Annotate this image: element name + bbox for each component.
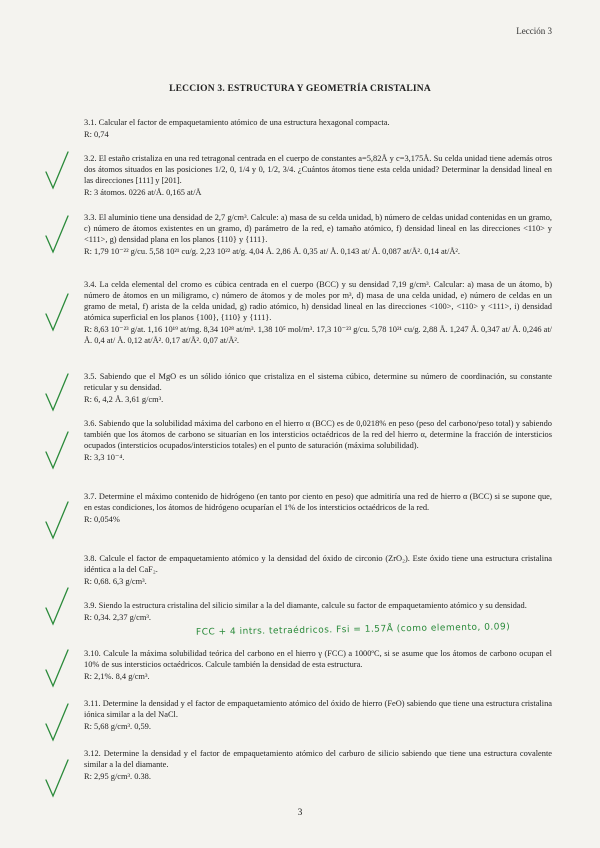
- problem-3-2: [84, 153, 552, 198]
- problem-3-3: [84, 212, 552, 257]
- problem-3-6: [84, 418, 552, 463]
- problem-question: [84, 491, 552, 513]
- checkmark-icon: [44, 290, 70, 334]
- lesson-header: Lección 3: [516, 26, 552, 36]
- checkmark-icon: [44, 648, 70, 692]
- problem-answer: R: 8,63 10⁻²³ g/at. 1,16 10¹⁹ at/mg. 8,34 10²⁸ at/m³. 1,38 10⁵ mol/m³. 17,3 10⁻²³ g/cu. 5,78 10²¹ cu/g. 2,88 Å. 1,247 Å. 0,347 at/ Å. 0,246 at/ Å. 0,4 at/ Å. 0,12 at/Å². 0,17 at/Å². 0,07 at/Å².: [84, 325, 552, 345]
- problem-3-12: [84, 748, 552, 782]
- problem-number: 3.11.: [84, 699, 101, 708]
- problem-answer: R: 0,054%: [84, 515, 120, 524]
- problem-answer: R: 2,95 g/cm³. 0.38.: [84, 772, 151, 781]
- page-number: 3: [297, 808, 303, 818]
- question-text: La celda elemental del cromo es cúbica centrada en el cuerpo (BCC) y su densidad 7,19 g/cm³. Calcular: a) masa de un átomo, b) número de átomos en un miligramo, c) número de átomos y de moles por m³, d) masa de una celda unidad, e) número de celdas en un gramo de metal, f) arista de la celda unidad, g) radio atómico, h) densidad lineal en las direcciones <100>, <110> y <111>, i) densidad atómica superficial en los planos {100}, {110} y {111}.: [84, 280, 552, 322]
- problem-question: [84, 117, 552, 128]
- page-title: LECCION 3. ESTRUCTURA Y GEOMETRÍA CRISTALINA: [169, 84, 431, 94]
- problem-answer: R: 0,34. 2,37 g/cm³.: [84, 613, 151, 622]
- problem-answer: R: 0,74: [84, 130, 109, 139]
- question-text: Siendo la estructura cristalina del silicio similar a la del diamante, calcule su factor de empaquetamiento atómico y su densidad.: [98, 601, 527, 610]
- checkmark-icon: [44, 150, 70, 194]
- handwritten-note: FCC + 4 intrs. tetraédricos. Fsi = 1.57Å (como elemento, 0.09): [195, 622, 511, 638]
- problem-3-10: [84, 648, 552, 682]
- checkmark-icon: [44, 212, 70, 256]
- problem-question: [84, 371, 552, 393]
- problem-number: 3.9.: [84, 601, 97, 610]
- problem-question: [84, 600, 552, 611]
- checkmark-icon: [44, 430, 70, 474]
- question-text: Calcular el factor de empaquetamiento atómico de una estructura hexagonal compacta.: [98, 118, 390, 127]
- problem-answer: R: 3,3 10⁻⁴.: [84, 453, 125, 462]
- question-text: Calcule la máxima solubilidad teórica del carbono en el hierro γ (FCC) a 1000ºC, si se asume que los átomos de carbono ocupan el 10% de sus intersticios octaédricos. Calcule también la densidad de esta estructura.: [84, 649, 553, 669]
- problem-3-9: [84, 600, 552, 623]
- question-text: Sabiendo que el MgO es un sólido iónico que cristaliza en el sistema cúbico, determine su número de coordinación, su constante reticular y su densidad.: [84, 372, 552, 392]
- problem-number: 3.8.: [84, 554, 97, 563]
- problem-answer: R: 3 átomos. 0226 at/Å. 0,165 at/Å: [84, 188, 202, 197]
- question-text: Determine la densidad y el factor de empaquetamiento atómico del carburo de silicio sabiendo que tiene una estructura covalente similar a la del diamante.: [84, 749, 552, 769]
- checkmark-icon: [44, 702, 70, 746]
- problem-number: 3.5.: [84, 372, 97, 381]
- problem-question: [84, 153, 552, 186]
- problem-3-1: [84, 117, 552, 140]
- problem-number: 3.2.: [84, 154, 97, 163]
- question-text: Determine el máximo contenido de hidrógeno (en tanto por ciento en peso) que admitiría una red de hierro α (BCC) si se supone que, en estas condiciones, los átomos de hidrógeno ocuparían el 1% de los intersticios octaédricos de la red.: [84, 492, 552, 512]
- problem-question: [84, 698, 552, 720]
- problem-3-4: [84, 279, 552, 346]
- problem-question: [84, 279, 552, 323]
- checkmark-icon: [44, 586, 70, 630]
- problem-number: 3.4.: [84, 280, 97, 289]
- checkmark-icon: [44, 500, 70, 544]
- problem-number: 3.10.: [84, 649, 101, 658]
- problem-question: [84, 553, 552, 575]
- problem-question: [84, 418, 552, 451]
- problem-question: [84, 648, 552, 670]
- checkmark-icon: [44, 372, 70, 416]
- problem-number: 3.12.: [84, 749, 101, 758]
- checkmark-icon: [44, 758, 70, 802]
- question-text: Calcule el factor de empaquetamiento atómico y la densidad del óxido de circonio (ZrO₂). Este óxido tiene una estructura cristalina idéntica a la del CaF₂.: [84, 554, 553, 574]
- question-text: El estaño cristaliza en una red tetragonal centrada en el cuerpo de constantes a=5,82Å y c=3,175Å. Su celda unidad tiene además otros dos átomos situados en las posiciones 1/2, 0, 1/4 y 0, 1/2, 3/4. ¿Cuántos átomos tiene esta celda unidad? Determinar la densidad lineal en las direcciones [111] y [201].: [84, 154, 552, 185]
- problem-question: [84, 212, 552, 245]
- problem-3-8: [84, 553, 552, 587]
- problem-3-11: [84, 698, 552, 732]
- question-text: El aluminio tiene una densidad de 2,7 g/cm³. Calcule: a) masa de su celda unidad, b) número de celdas unidad contenidas en un gramo, c) número de átomos existentes en un gramo, d) parámetro de la red, e) tamaño atómico, f) densidad lineal en las direcciones <110> y <111>, g) densidad plana en los planos {110} y {111}.: [84, 213, 553, 244]
- question-text: Determine la densidad y el factor de empaquetamiento atómico del óxido de hierro (FeO) sabiendo que tiene una estructura cristalina iónica similar a la del NaCl.: [84, 699, 552, 719]
- question-text: Sabiendo que la solubilidad máxima del carbono en el hierro α (BCC) es de 0,0218% en peso (peso del carbono/peso total) y sabiendo también que los átomos de carbono se situarían en los intersticios octaédricos de la red del hierro α, determine la fracción de intersticios ocupados (intersticios ocupados/intersticios totales) en el punto de saturación (máxima solubilidad).: [84, 419, 552, 450]
- problem-number: 3.3.: [84, 213, 97, 222]
- problem-3-5: [84, 371, 552, 405]
- problem-number: 3.1.: [84, 118, 97, 127]
- problem-answer: R: 2,1%. 8,4 g/cm³.: [84, 672, 150, 681]
- problem-answer: R: 1,79 10⁻²² g/cu. 5,58 10²¹ cu/g. 2,23 10²² at/g. 4,04 Å. 2,86 Å. 0,35 at/ Å. 0,143 at/ Å. 0,087 at/Å². 0,14 at/Å².: [84, 247, 460, 256]
- problem-answer: R: 5,68 g/cm³. 0,59.: [84, 722, 151, 731]
- problem-number: 3.6.: [84, 419, 97, 428]
- problem-question: [84, 748, 552, 770]
- problem-answer: R: 6, 4,2 Å. 3,61 g/cm³.: [84, 395, 164, 404]
- problem-number: 3.7.: [84, 492, 97, 501]
- problem-answer: R: 0,68. 6,3 g/cm³.: [84, 577, 147, 586]
- problem-3-7: [84, 491, 552, 525]
